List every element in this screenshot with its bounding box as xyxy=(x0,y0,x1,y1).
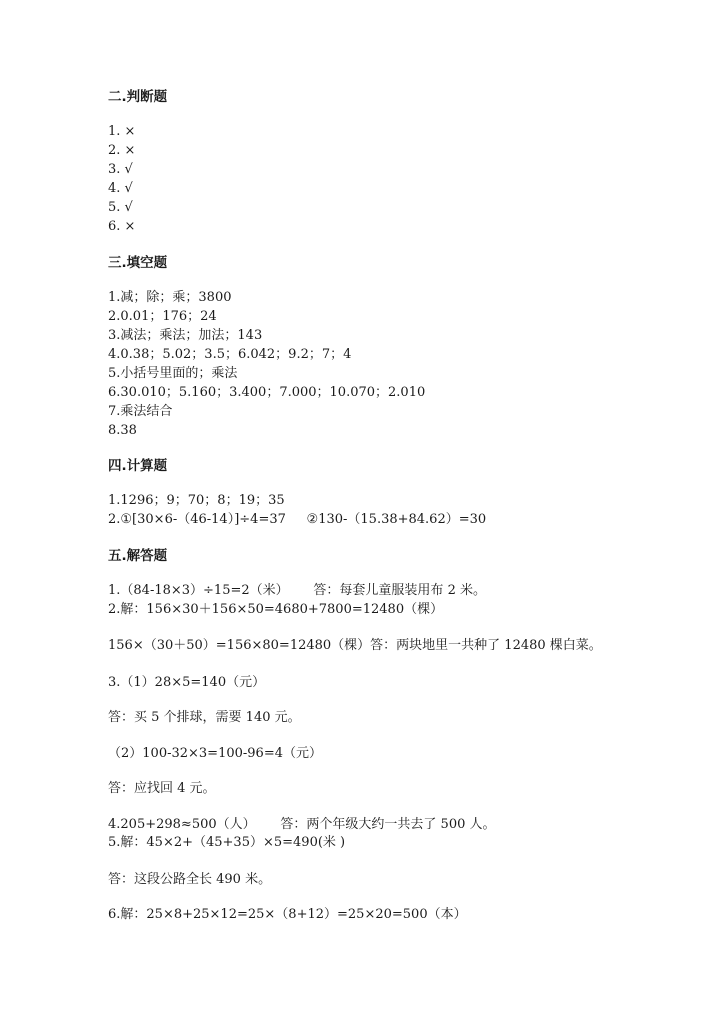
fill-answer-6: 6.30.010；5.160；3.400；7.000；10.070；2.010 xyxy=(108,385,426,400)
judge-answer-3: 3. √ xyxy=(108,162,133,177)
judge-answer-6: 6. × xyxy=(108,219,136,234)
judge-answer-2: 2. × xyxy=(108,143,136,158)
solve-answer-1: 1.（84-18×3）÷15=2（米） 答：每套儿童服装用布 2 米。 xyxy=(108,583,486,598)
judge-answer-4: 4. √ xyxy=(108,181,133,196)
judge-answer-1: 1. × xyxy=(108,124,136,139)
solve-answer-3-reply-1: 答：买 5 个排球，需要 140 元。 xyxy=(108,710,301,725)
fill-answer-2: 2.0.01；176；24 xyxy=(108,309,217,324)
section-title-calc: 四.计算题 xyxy=(108,458,168,474)
solve-answer-3-reply-2: 答：应找回 4 元。 xyxy=(108,781,216,796)
solve-answer-2: 2.解：156×30＋156×50=4680+7800=12480（棵） xyxy=(108,602,444,617)
fill-answer-7: 7.乘法结合 xyxy=(108,404,173,419)
calc-answer-2: 2.①[30×6-（46-14）]÷4=37 ②130-（15.38+84.62）=30 xyxy=(108,512,487,527)
solve-answer-5: 5.解：45×2+（45+35）×5=490(米 ) xyxy=(108,835,346,850)
judge-answer-5: 5. √ xyxy=(108,200,133,215)
calc-answer-1: 1.1296；9；70；8；19；35 xyxy=(108,493,285,508)
solve-answer-2-line-2: 156×（30＋50）=156×80=12480（棵）答：两块地里一共种了 12480 棵白菜。 xyxy=(108,638,602,653)
section-title-judge: 二.判断题 xyxy=(108,89,168,105)
fill-answer-1: 1.减；除；乘；3800 xyxy=(108,290,232,305)
fill-answer-4: 4.0.38；5.02；3.5；6.042；9.2；7；4 xyxy=(108,347,352,362)
solve-answer-6: 6.解：25×8+25×12=25×（8+12）=25×20=500（本） xyxy=(108,907,467,922)
solve-answer-3-part-2: （2）100-32×3=100-96=4（元） xyxy=(108,746,322,761)
fill-answer-5: 5.小括号里面的；乘法 xyxy=(108,366,238,381)
solve-answer-3: 3.（1）28×5=140（元） xyxy=(108,675,266,690)
section-title-solve: 五.解答题 xyxy=(108,548,168,564)
solve-answer-5-reply: 答：这段公路全长 490 米。 xyxy=(108,872,272,887)
fill-answer-8: 8.38 xyxy=(108,423,137,438)
fill-answer-3: 3.减法；乘法；加法；143 xyxy=(108,328,263,343)
solve-answer-4: 4.205+298≈500（人） 答：两个年级大约一共去了 500 人。 xyxy=(108,817,496,832)
section-title-fill: 三.填空题 xyxy=(108,255,168,271)
